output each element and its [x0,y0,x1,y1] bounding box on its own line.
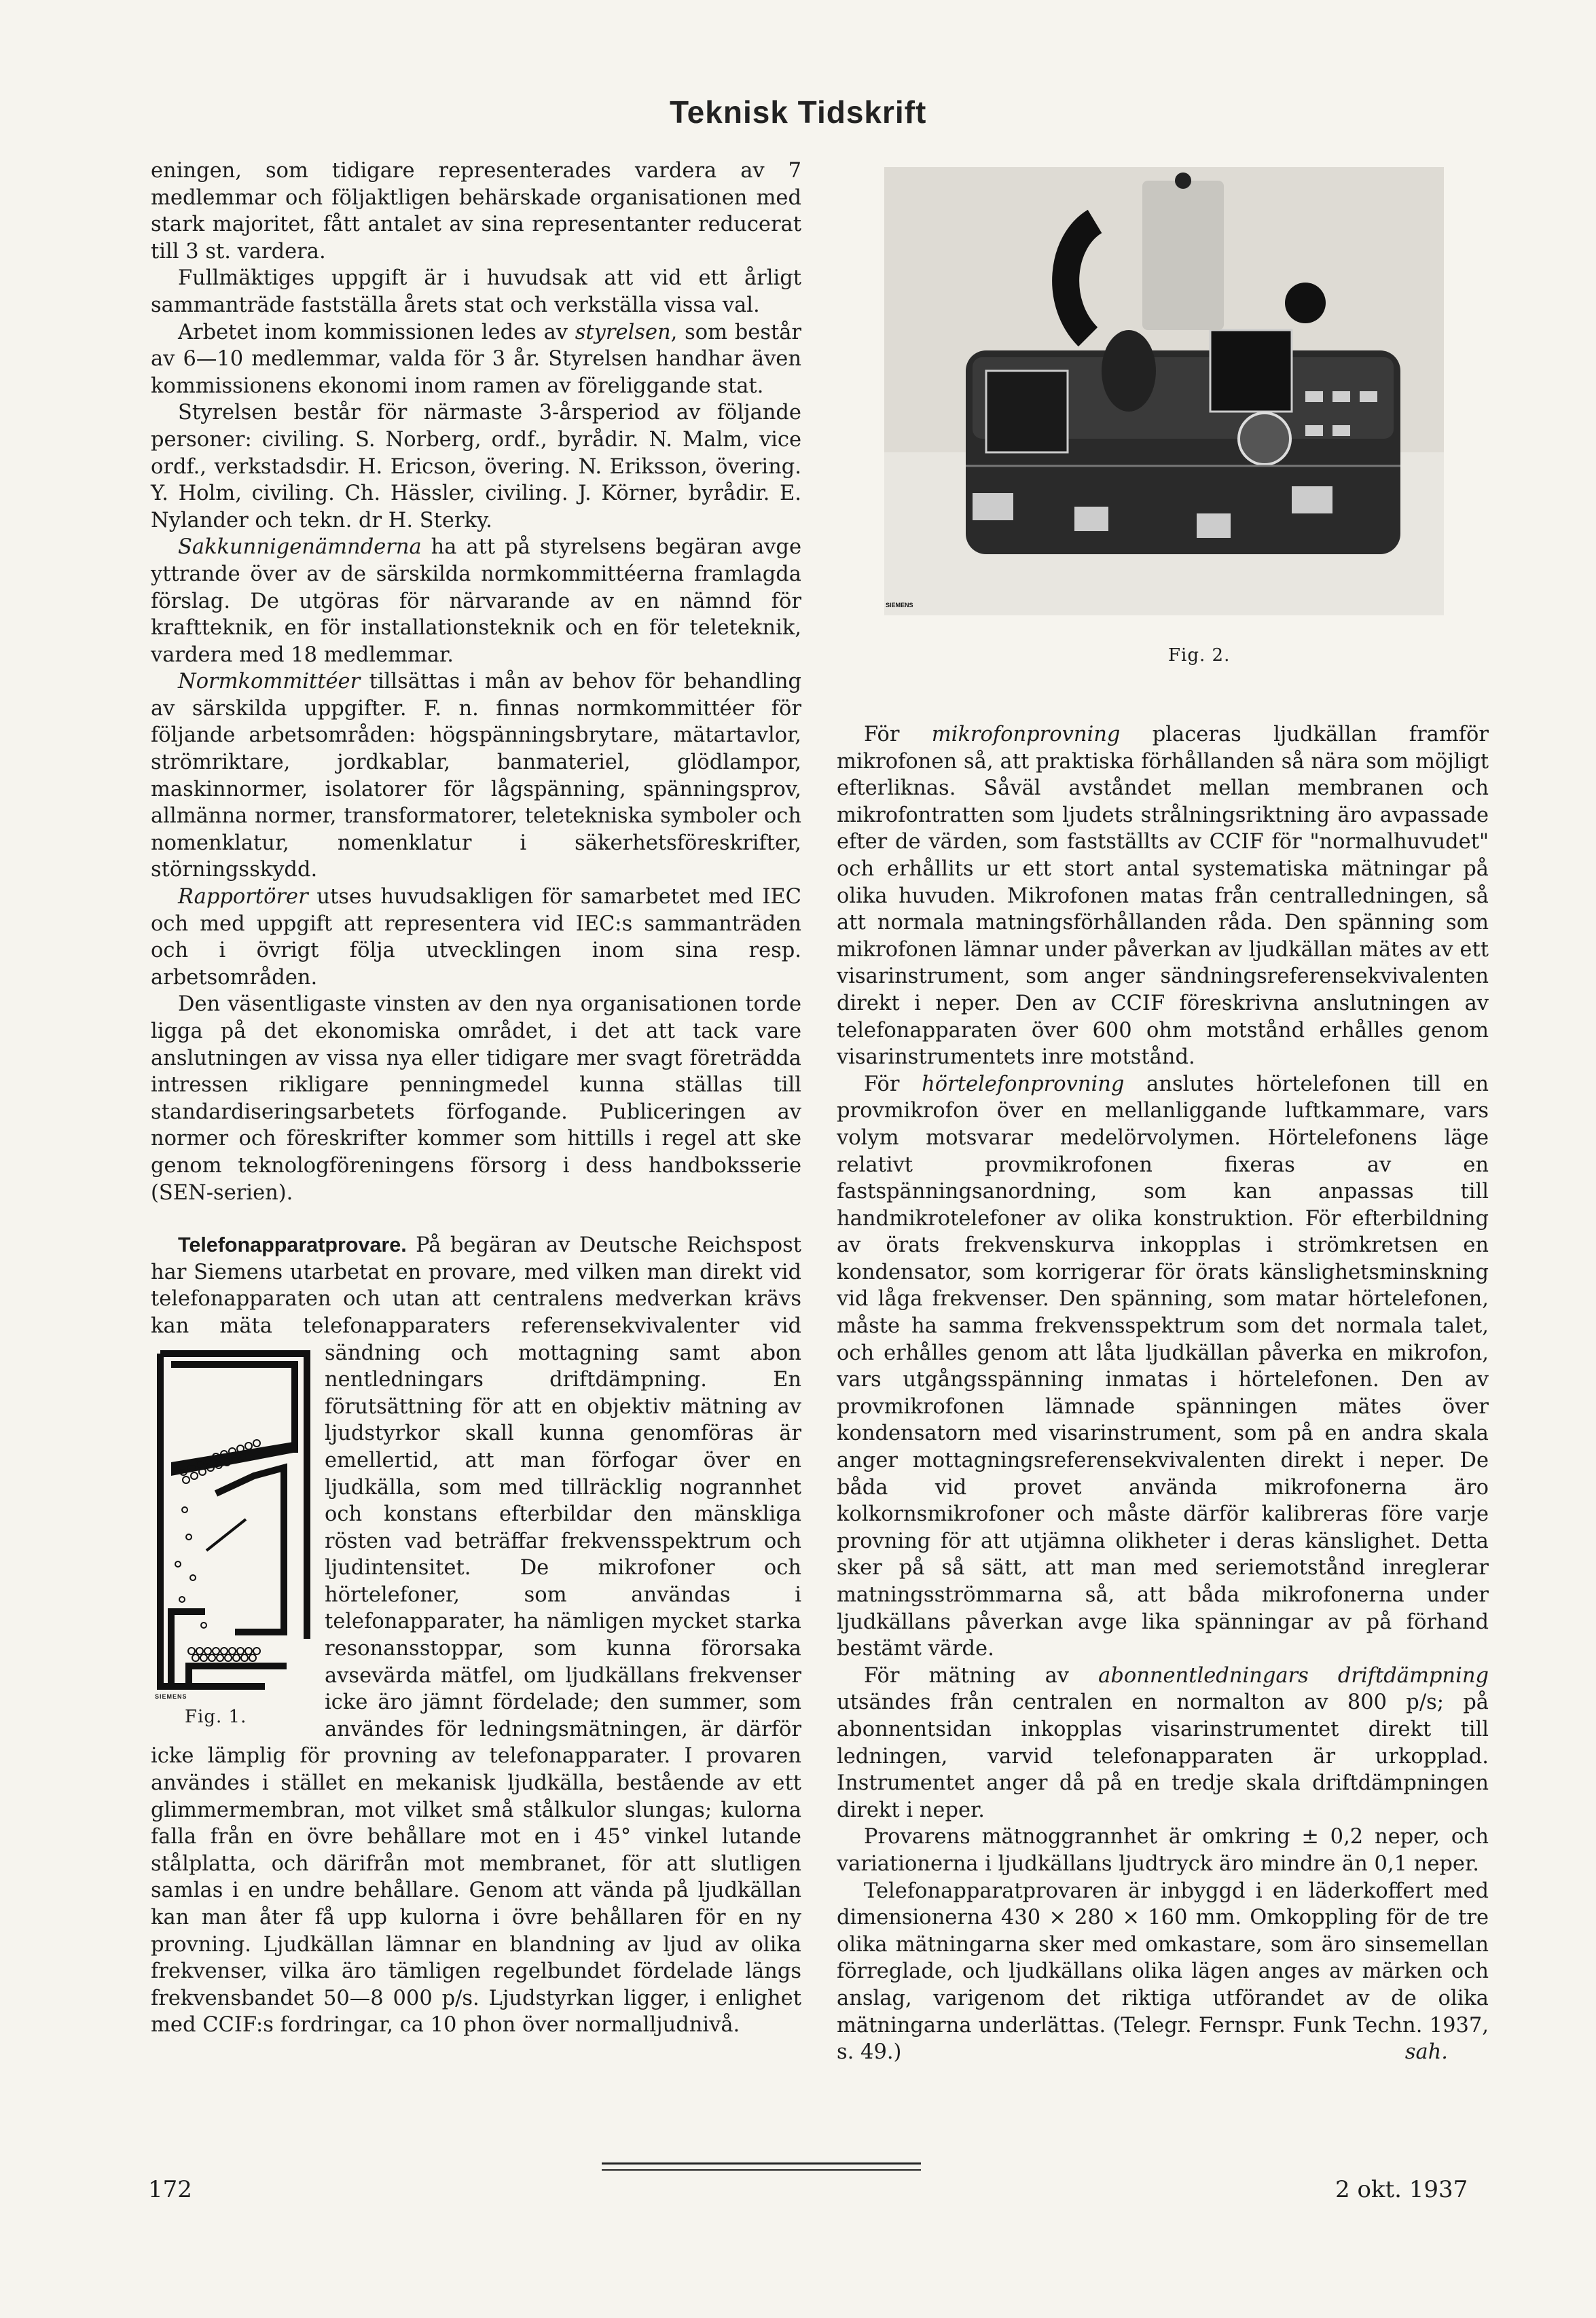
paragraph: Styrelsen består för närmaste 3-årsperiod av följande personer: civiling. S. Norberg, ordf., byrådir. N. Malm, vice ordf., verkstadsdir. H. Ericson, övering. N. Eriksson, övering. Y. Holm, civiling. Ch. Hässler, civiling. J. Körner, byrådir. E. Nylander och tekn. dr H. Sterky. [151,401,801,532]
siemens-logo: SIEMENS [886,602,913,609]
term-mikrofonprovning: mikrofonprovning [931,723,1121,746]
telephone-tester-photo [884,167,1444,615]
paragraph: För mätning av abonnentledningars driftdämpning utsändes från centralen en normalton av 800 p/s; på abonnentsidan inkopplas visarinstrumentet direkt till ledningen, varvid telefonapparaten är urkopplad. Instrumentet anger då på en tredje skala driftdämpningen direkt i neper. [837,1663,1489,1822]
journal-title: Teknisk Tidskrift [670,94,927,130]
signature: sah. [1404,2040,1448,2065]
paragraph: Provarens mätnoggrannhet är omkring ± 0,2 neper, och variationerna i ljudkällans ljudtryck äro mindre än 0,1 neper. [837,1825,1489,1876]
paragraph: Telefonapparatprovaren är inbyggd i en läderkoffert med dimensionerna 430 × 280 × 160 mm. Omkoppling för de tre olika mätningarna sker med omkastare, som äro sinsemellan förreglade, och ljudkällans olika lägen anges av märken och anslag, varigenom det riktiga utförandet av de olika mätningarna underlättas. (Telegr. Fernspr. Funk Techn. 1937, s. 49.) sah. [837,1878,1489,2066]
term-driftdampning: abonnentledningars driftdämpning [1098,1663,1489,1688]
term-normkommitteer: Normkommittéer [178,670,361,694]
paragraph: Den väsentligaste vinsten av den nya organisationen torde ligga på det ekonomiska området, i det att tack vare anslutningen av vissa nya eller tidigare mer svagt företrädda intressen rikligare penningmedel kunna ställas till standardiseringsarbetets förfogande. Publiceringen av normer och föreskrifter kommer som hittills i regel att ske genom teknologföreningens försorg i dess handboksserie (SEN-serien). [151,992,801,1205]
article-heading: Telefonapparatprovare. [178,1233,407,1257]
footer-rule [602,2169,921,2171]
right-column [837,721,1489,2066]
paragraph: Normkommittéer tillsättas i mån av behov för behandling av särskilda uppgifter. F. n. finnas normkommittéer för följande arbetsområden: högspänningsbrytare, mätartavlor, strömriktare, jordkablar, banmateriel, glödlampor, maskinnormer, isolatorer för lågspänning, spänningsprov, allmänna normer, transformatorer, teletekniska symboler och nomenklatur, nomenklatur i säkerhetsföreskrifter, störningsskydd. [151,670,801,882]
paragraph: För mikrofonprovning placeras ljudkällan framför mikrofonen så, att praktiska förhållanden så nära som möjligt efterliknas. Såväl avståndet mellan membranen och mikrofontratten som ljudets strålningsriktning äro avpassade efter de värden, som fastställts av CCIF för "normalhuvudet" och erhållits ur ett stort antal systematiska mätningar på olika huvuden. Mikrofonen matas från centralledningen, så att normala matningsförhållanden råda. Den spänning som mikrofonen lämnar under påverkan av ljudkällan mätes av ett visarinstrument, som anger sändningsreferensekvivalenten direkt i neper. Den av CCIF föreskrivna anslutningen av telefonapparaten över 600 ohm motstånd erhålles genom visarinstrumentets inre motstånd. [837,723,1489,1070]
issue-date: 2 okt. 1937 [1335,2176,1468,2203]
paragraph: Arbetet inom kommissionen ledes av styrelsen, som består av 6—10 medlemmar, valda för 3 år. Styrelsen handhar även kommissionens ekonomi inom ramen av föreliggande stat. [151,320,801,398]
paragraph: Rapportörer utses huvudsakligen för samarbetet med IEC och med uppgift att representera vid IEC:s sammanträden och i övrigt följa utvecklingen inom sina resp. arbetsområden. [151,885,801,990]
paragraph: Fullmäktiges uppgift är i huvudsak att vid ett årligt sammanträde fastställa årets stat och verkställa vissa val. [151,266,801,317]
term-hortelefonprovning: hörtelefonprovning [922,1072,1125,1096]
paragraph: Sakkunnigenämnderna ha att på styrelsens begäran avge yttrande över av de särskilda normkommittéerna framlagda förslag. De utgöras för närvarande av en nämnd för kraftteknik, en för installationsteknik och en för teleteknik, vardera med 18 medlemmar. [151,535,801,667]
figure-2-photo [884,167,1444,615]
paragraph: eningen, som tidigare representerades vardera av 7 medlemmar och följaktligen behärskade organisationen med stark majoritet, fått antalet av sina representanter reducerat till 3 st. vardera. [151,159,801,264]
figure-1 [151,1347,321,1727]
footer-rule [602,2162,921,2165]
siemens-logo: SIEMENS [155,1692,187,1700]
article-telefonapparatprovare: Telefonapparatprovare. På begäran av Deutsche Reichspost har Siemens utarbetat en provare, med vilken man direkt vid telefonapparaten och utan att centralens medverkan krävs kan mäta telefonapparaters referensekvivalenter vid sändning och mottagning samt abon nentledningars driftdämpning. En förutsättning för att en objektiv mätning av ljudstyrkor skall kunna genomföras är emellertid, att man förfogar över en ljudkälla, som med tillräcklig nogrannhet och konstans efterbildar den mänskliga rösten vad beträffar frekvensspektrum och ljudintensitet. De mikrofoner och hörtelefoner, som användas i telefonapparater, ha nämligen mycket starka resonansstoppar, som kunna förorsaka avsevärda mätfel, om ljudkällans frekvenser icke äro jämnt fördelade; den summer, som användes för ledningsmätningen, är därför icke lämplig för provning av telefonapparater. I provaren användes i stället en mekanisk ljudkälla, bestående av ett glimmermembran, mot vilket små stålkulor slungas; kulorna falla från en övre behållare mot en i 45° vinkel lutande stålplatta, och därifrån mot membranet, för att slutligen samlas i en undre behållare. Genom att vända på ljudkällan kan man åter få upp kulorna i övre behållaren för en ny provning. Ljudkällan lämnar en blandning av ljud av olika frekvenser, vilka äro tämligen regelbundet fördelade längs frekvensbandet 50—8 000 p/s. Ljudstyrkan ligger, i enlighet med CCIF:s fordringar, ca 10 phon över normalljudnivå. [151,1233,801,2038]
left-column [151,158,801,2039]
sound-source-diagram [151,1347,321,1727]
fig1-caption: Fig. 1. [185,1706,247,1727]
term-rapportorer: Rapportörer [178,885,308,909]
page-number: 172 [148,2176,192,2203]
term-styrelsen: styrelsen [575,320,671,344]
fig2-caption: Fig. 2. [1168,645,1231,666]
paragraph: För hörtelefonprovning anslutes hörtelefonen till en provmikrofon över en mellanliggande luftkammare, vars volym motsvarar medelörvolymen. Hörtelefonens läge relativt provmikrofonen fixeras av en fastspänningsanordning, som kan anpassas till handmikrotelefoner av olika konstruktion. För efterbildning av örats frekvenskurva inkopplas i strömkretsen en kondensator, som korrigerar för örats känslighetsminskning vid låga frekvenser. Den spänning, som matar hörtelefonen, måste ha samma frekvensspektrum som det normala talet, och erhålles genom att låta ljudkällan påverka en mikrofon, vars utgångsspänning inmatas i hörtelefonen. Den av provmikrofonen lämnade spänningen mätes över kondensatorn med visarinstrument, som på en andra skala anger mottagningsreferensekvivalenten direkt i neper. De båda vid provet använda mikrofonerna äro kolkornsmikrofoner och måste därför kalibreras före varje provning för att utjämna olikheter i deras känslighet. Detta sker på så sätt, att man med seriemotstånd inreglerar matningsströmmarna så, att båda mikrofonerna under ljudkällans påverkan avge lika spänningar av på förhand bestämt värde. [837,1072,1489,1661]
term-sakkunnigenamnderna: Sakkunnigenämnderna [178,535,422,560]
